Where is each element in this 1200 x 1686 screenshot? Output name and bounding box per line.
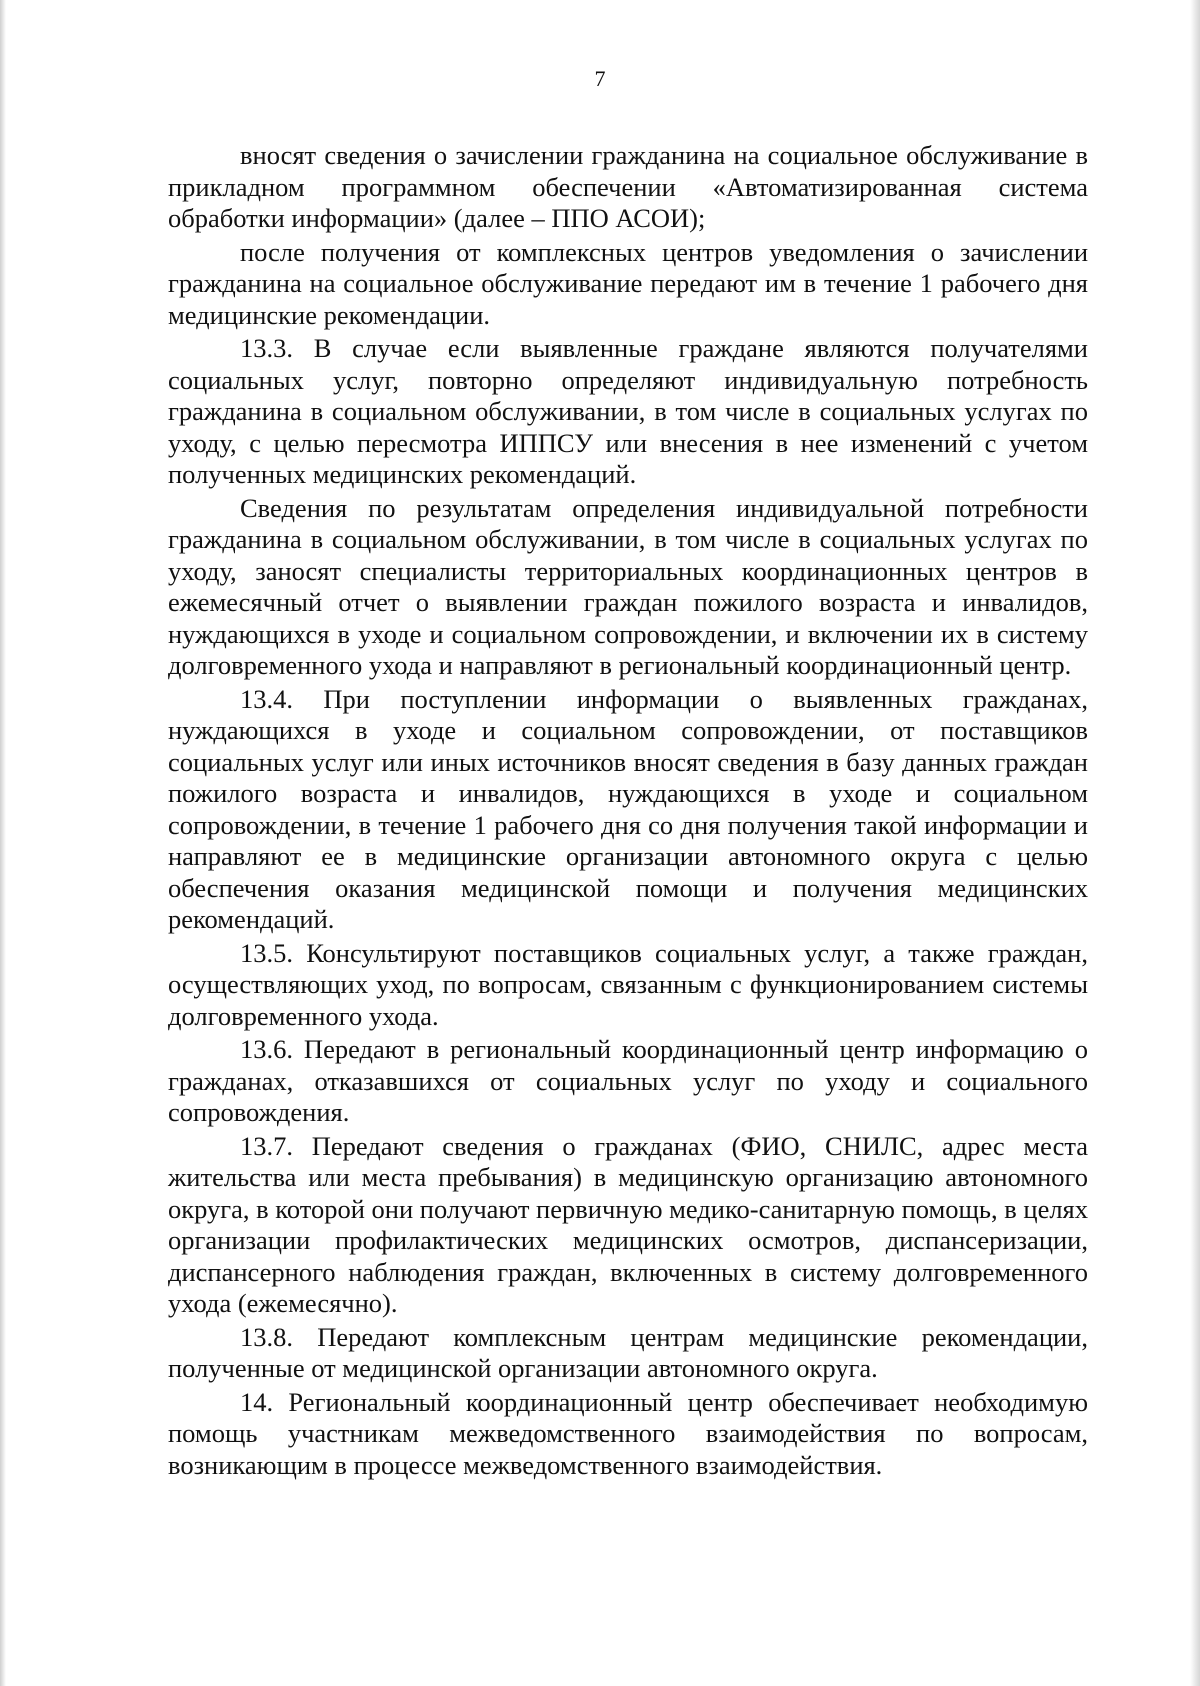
paragraph-13-3: 13.3. В случае если выявленные граждане являются получателями социальных услуг, повторно определяют индивидуальную потребность гражданина в социальном обслуживании, в том числе в социальных услугах по уходу, с целью пересмотра ИППСУ или внесения в нее изменений с учетом полученных медицинских рекомендаций. [168,333,1088,489]
paragraph-13-4: 13.4. При поступлении информации о выявленных гражданах, нуждающихся в уходе и социальном сопровождении, от поставщиков социальных услуг или иных источников вносят сведения в базу данных граждан пожилого возраста и инвалидов, нуждающихся в уходе и социальном сопровождении, в течение 1 рабочего дня со дня получения такой информации и направляют ее в медицинские организации автономного округа с целью обеспечения оказания медицинской помощи и получения медицинских рекомендаций. [168,683,1088,934]
scan-edge-right [1190,0,1200,1686]
document-body [168,140,1088,1483]
paragraph-13-5: 13.5. Консультируют поставщиков социальных услуг, а также граждан, осуществляющих уход, по вопросам, связанным с функционированием системы долговременного ухода. [168,937,1088,1031]
paragraph-13-6: 13.6. Передают в региональный координационный центр информацию о гражданах, отказавшихся от социальных услуг по уходу и социального сопровождения. [168,1034,1088,1127]
paragraph-13-7: 13.7. Передают сведения о гражданах (ФИО, СНИЛС, адрес места жительства или места пребывания) в медицинскую организацию автономного округа, в которой они получают первичную медико-санитарную помощь, в целях организации профилактических медицинских осмотров, диспансеризации, диспансерного наблюдения граждан, включенных в систему долговременного ухода (ежемесячно). [168,1130,1088,1318]
paragraph-asoi-entry: вносят сведения о зачислении гражданина на социальное обслуживание в прикладном программном обеспечении «Автоматизированная система обработки информации» (далее – ППО АСОИ); [168,140,1088,233]
paragraph-13-8: 13.8. Передают комплексным центрам медицинские рекомендации, полученные от медицинской организации автономного округа. [168,1321,1088,1383]
paragraph-needs-assessment-report: Сведения по результатам определения индивидуальной потребности гражданина в социальном обслуживании, в том числе в социальных услугах по уходу, заносят специалисты территориальных координационных центров в ежемесячный отчет о выявлении граждан пожилого возраста и инвалидов, нуждающихся в уходе и социальном сопровождении, и включении их в систему долговременного ухода и направляют в региональный координационный центр. [168,492,1088,680]
paragraph-medical-recommendations: после получения от комплексных центров уведомления о зачислении гражданина на социальное обслуживание передают им в течение 1 рабочего дня медицинские рекомендации. [168,236,1088,330]
page-number: 7 [594,66,606,91]
scan-edge-left [0,0,6,1686]
paragraph-14: 14. Региональный координационный центр обеспечивает необходимую помощь участникам межведомственного взаимодействия по вопросам, возникающим в процессе межведомственного взаимодействия. [168,1386,1088,1480]
